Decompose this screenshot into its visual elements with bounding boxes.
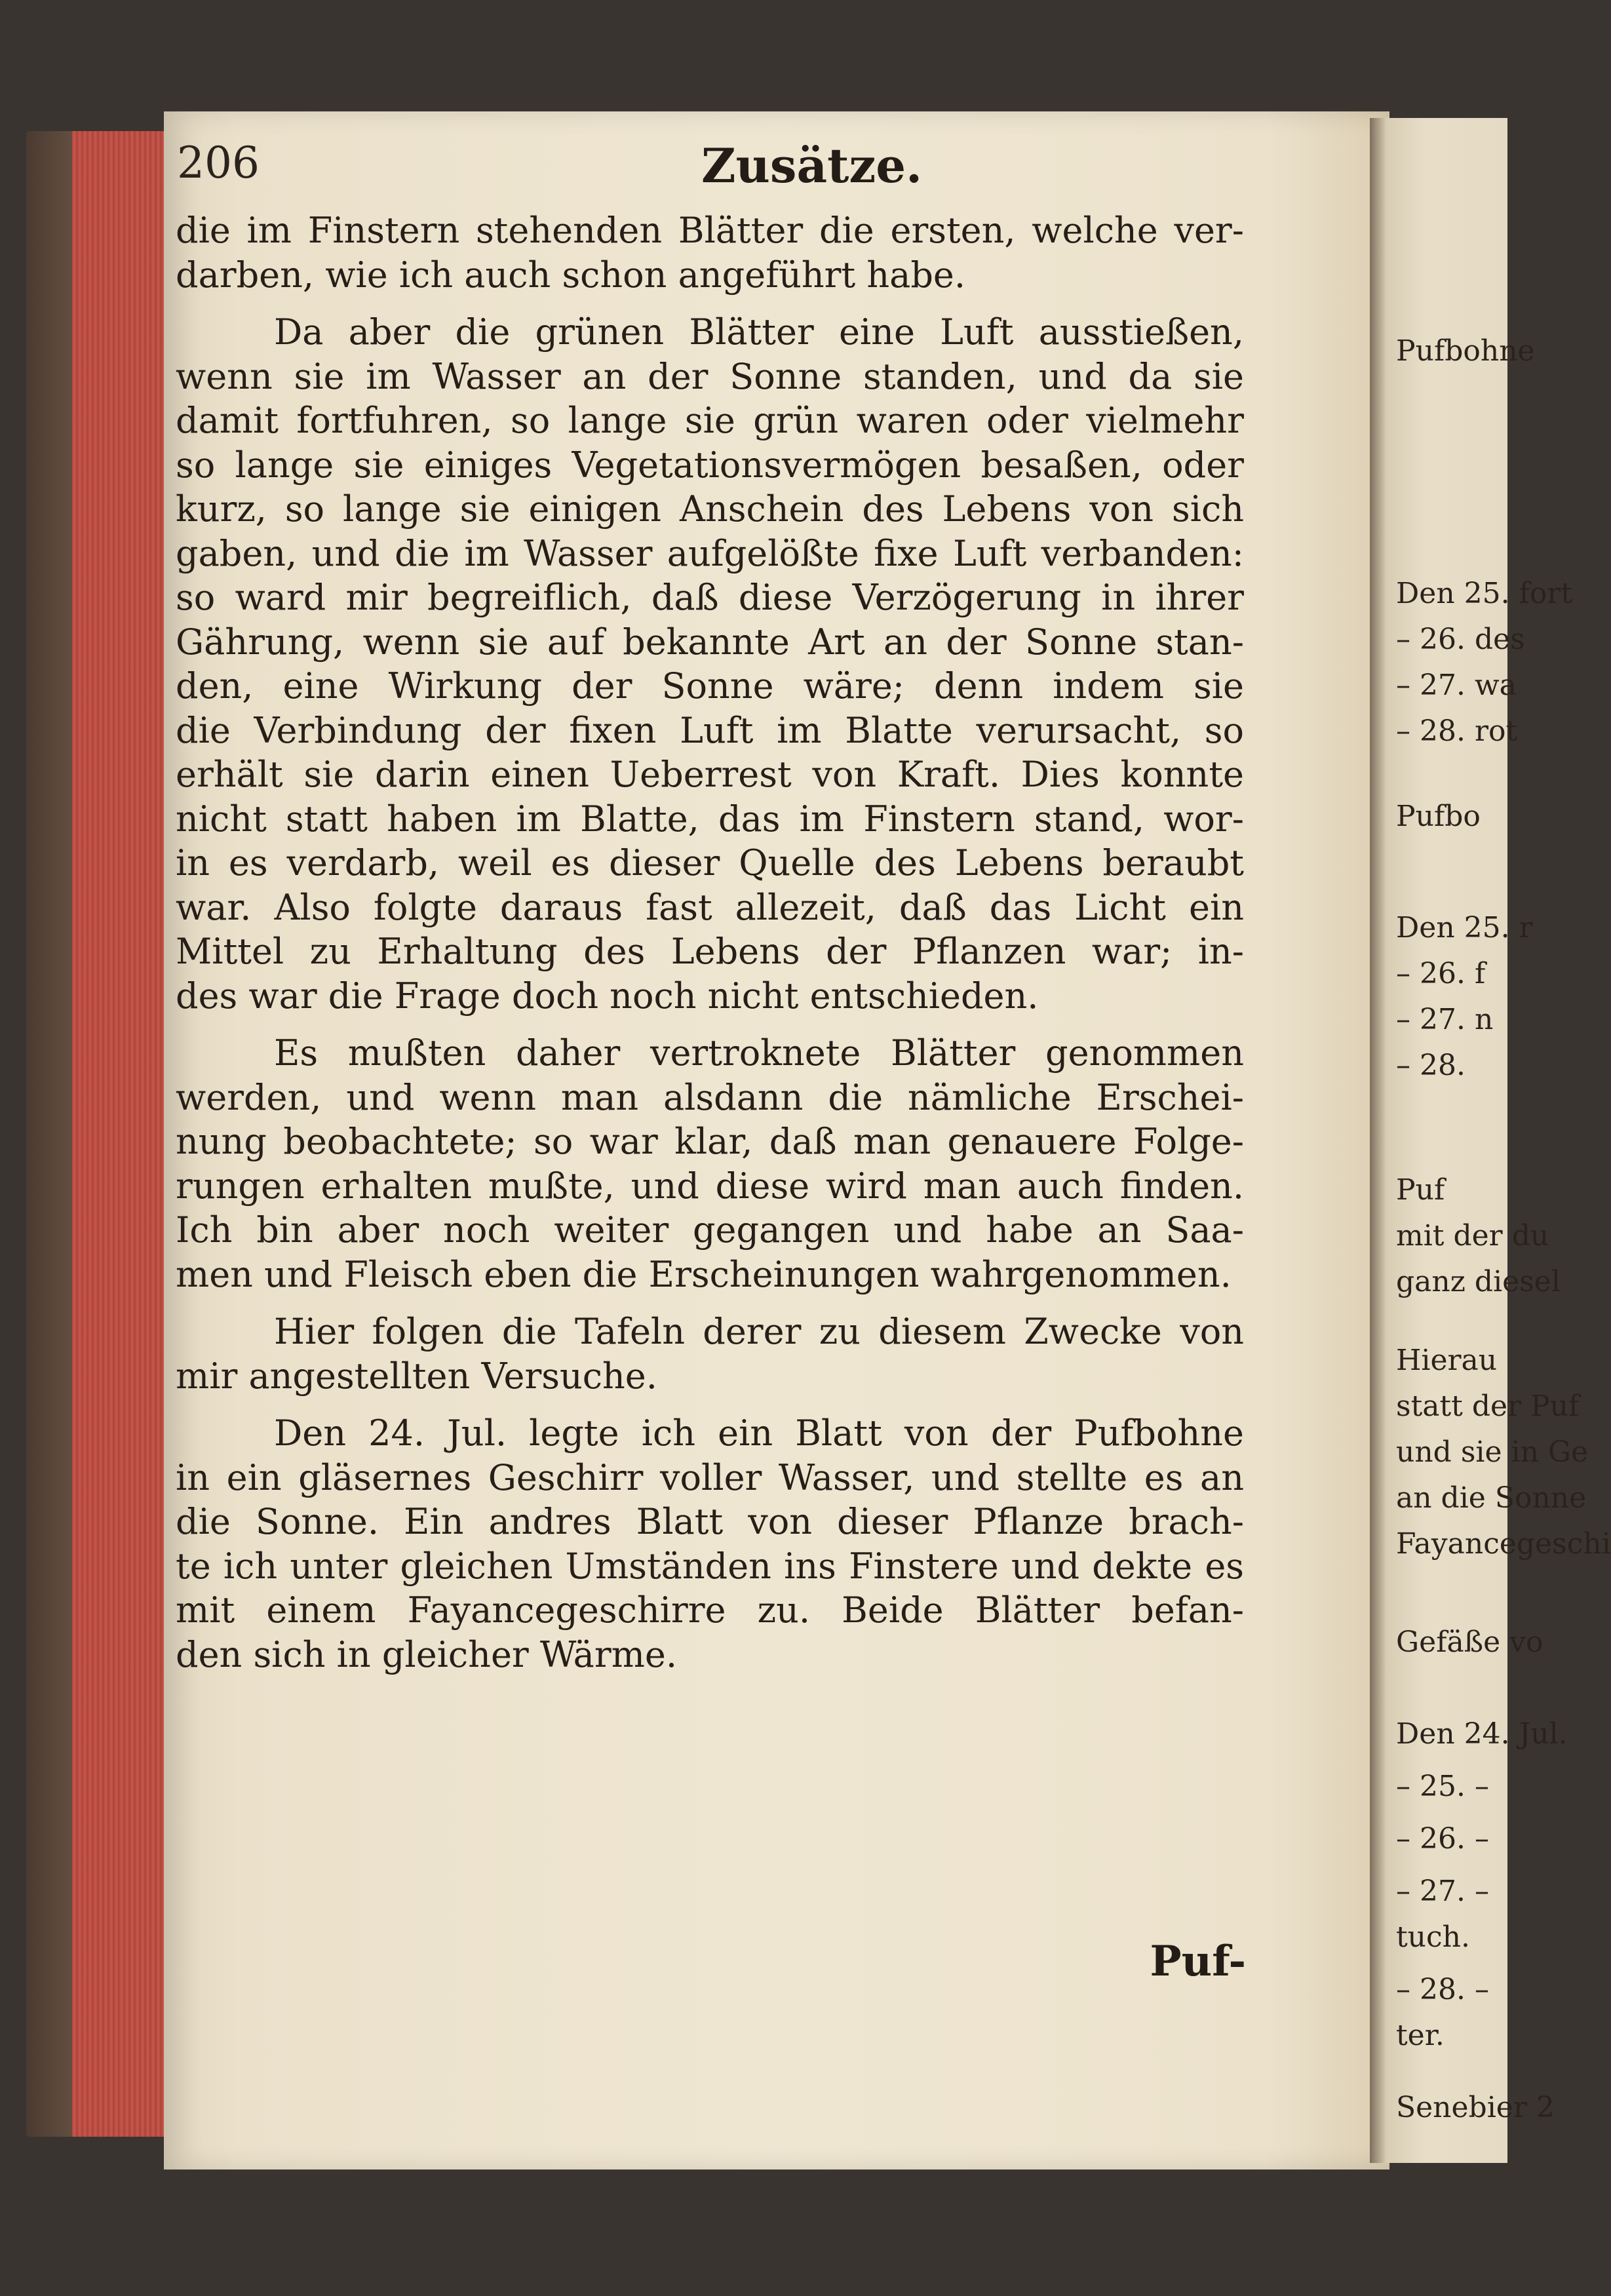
paragraph (176, 208, 1244, 297)
text-line: Gährung, wenn sie auf bekannte Art an der Sonne stan- (176, 621, 1244, 663)
text-line: Es mußten daher vertroknete Blätter genommen (274, 1032, 1244, 1074)
next-page-fragment: – 27. n (1396, 1003, 1494, 1036)
next-page-fragment: Den 25. r (1396, 911, 1533, 944)
next-page-fragment: statt der Puf (1396, 1390, 1580, 1423)
text-line: wenn sie im Wasser an der Sonne standen, und da sie (176, 355, 1244, 397)
next-page-fragment: Pufbohne (1396, 334, 1535, 368)
paragraph (176, 310, 1244, 1018)
running-head (177, 138, 1239, 203)
paragraph (176, 1411, 1244, 1677)
catchword: Puf- (1150, 1937, 1246, 1986)
text-line: Hier folgen die Tafeln derer zu diesem Zwecke von (274, 1311, 1244, 1352)
page-edges (72, 131, 167, 2137)
next-page-fragment: Puf (1396, 1173, 1445, 1207)
running-title: Zusätze. (701, 138, 923, 193)
next-page-fragment: ter. (1396, 2019, 1445, 2052)
text-line: so lange sie einiges Vegetationsvermögen besaßen, oder (176, 444, 1244, 486)
paragraph (176, 1310, 1244, 1398)
next-page-fragment: – 26. f (1396, 957, 1486, 990)
next-page-fragment: Den 25. fort (1396, 577, 1573, 610)
text-line: erhält sie darin einen Ueberrest von Kraft. Dies konnte (176, 754, 1244, 795)
paragraph (176, 1031, 1244, 1296)
text-line: te ich unter gleichen Umständen ins Finstere und dekte es (176, 1545, 1244, 1587)
next-page-fragment: Senebier 2 (1396, 2091, 1555, 2124)
text-line: men und Fleisch eben die Erscheinungen wahrgenommen. (176, 1253, 1232, 1295)
text-line: nung beobachtete; so war klar, daß man genauere Folge- (176, 1121, 1244, 1162)
text-line: so ward mir begreiflich, daß diese Verzögerung in ihrer (176, 577, 1244, 618)
next-page-fragment: Den 24. Jul. (1396, 1717, 1568, 1751)
next-page-fragment: Gefäße vo (1396, 1625, 1543, 1659)
next-page-fragment: – 27. – (1396, 1875, 1489, 1908)
text-line: mit einem Fayancegeschirre zu. Beide Blätter befan- (176, 1589, 1244, 1631)
text-line: rungen erhalten mußte, und diese wird man auch finden. (176, 1165, 1244, 1207)
body-text (176, 208, 1244, 1677)
page-number: 206 (177, 138, 260, 188)
next-page-fragment: mit der du (1396, 1219, 1549, 1253)
next-page-fragment: – 28. – (1396, 1973, 1489, 2006)
text-line: werden, und wenn man alsdann die nämliche Erschei- (176, 1076, 1244, 1118)
text-line: Da aber die grünen Blätter eine Luft ausstießen, (274, 311, 1244, 353)
next-page-fragment: – 28. (1396, 1049, 1465, 1082)
next-page-fragment: Pufbo (1396, 800, 1481, 833)
next-page-fragment: Hierau (1396, 1344, 1498, 1377)
text-line: den sich in gleicher Wärme. (176, 1633, 678, 1675)
text-line: nicht statt haben im Blatte, das im Finstern stand, wor- (176, 798, 1244, 840)
next-page-fragment: an die Sonne (1396, 1481, 1587, 1515)
text-line: mir angestellten Versuche. (176, 1355, 657, 1397)
next-page-fragment: – 26. des (1396, 623, 1525, 656)
text-line: die Sonne. Ein andres Blatt von dieser Pflanze brach- (176, 1501, 1244, 1542)
text-line: Ich bin aber noch weiter gegangen und habe an Saa- (176, 1209, 1244, 1251)
text-line: damit fortfuhren, so lange sie grün waren oder vielmehr (176, 400, 1244, 441)
next-page-fragment: – 25. – (1396, 1770, 1489, 1803)
text-line: kurz, so lange sie einigen Anschein des Lebens von sich (176, 488, 1244, 530)
text-line: gaben, und die im Wasser aufgelößte fixe Luft verbanden: (176, 532, 1244, 574)
next-page-fragment: – 26. – (1396, 1822, 1489, 1856)
next-page-fragment: – 27. wa (1396, 669, 1517, 702)
text-line: darben, wie ich auch schon angeführt habe. (176, 254, 966, 296)
next-page-fragment: tuch. (1396, 1920, 1470, 1954)
text-line: des war die Frage doch noch nicht entschieden. (176, 975, 1039, 1017)
text-line: die im Finstern stehenden Blätter die ersten, welche ver- (176, 210, 1244, 251)
text-line: den, eine Wirkung der Sonne wäre; denn indem sie (176, 665, 1244, 707)
text-line: in ein gläsernes Geschirr voller Wasser, und stellte es an (176, 1456, 1244, 1498)
text-line: Den 24. Jul. legte ich ein Blatt von der Pufbohne (274, 1412, 1244, 1454)
text-line: in es verdarb, weil es dieser Quelle des Lebens beraubt (176, 842, 1244, 884)
text-line: Mittel zu Erhaltung des Lebens der Pflanzen war; in- (176, 931, 1244, 972)
next-page-fragment: – 28. rot (1396, 714, 1518, 748)
text-line: die Verbindung der fixen Luft im Blatte verursacht, so (176, 709, 1244, 751)
next-page-edge (1370, 118, 1611, 2163)
next-page-fragment: ganz diesel (1396, 1265, 1561, 1298)
next-page-fragment: und sie in Ge (1396, 1435, 1589, 1469)
text-line: war. Also folgte daraus fast allezeit, daß das Licht ein (176, 886, 1244, 928)
next-page-fragment: Fayancegeschi (1396, 1527, 1611, 1561)
